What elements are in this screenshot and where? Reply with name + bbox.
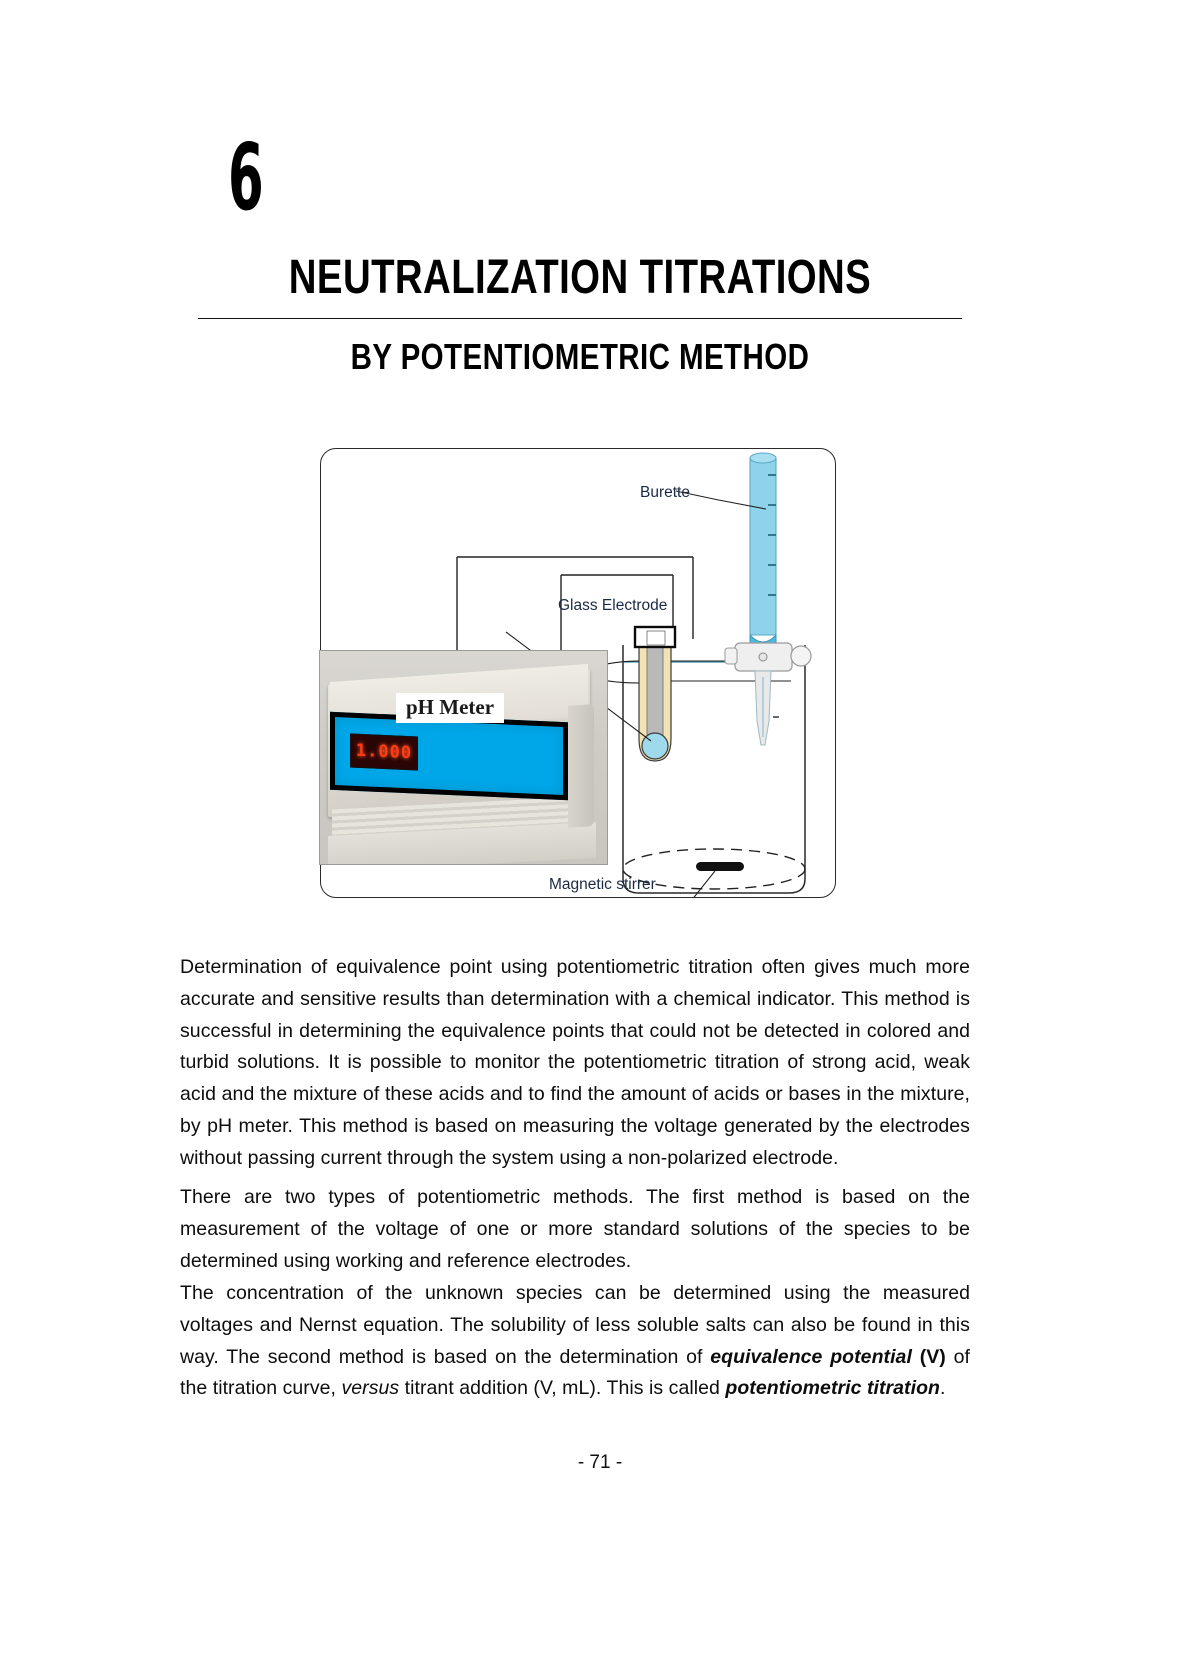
paragraph-3 — [180, 1278, 970, 1405]
page-number: - 71 - — [577, 1452, 623, 1473]
burette-tube — [750, 457, 776, 635]
title-divider — [198, 318, 962, 319]
chapter-number: 6 — [228, 124, 263, 231]
ph-display-value: 1.000 — [355, 740, 413, 764]
term-equivalence-potential: equivalence potential — [710, 1345, 912, 1368]
page-subtitle: BY POTENTIOMETRIC METHOD — [350, 336, 810, 377]
page-title: NEUTRALIZATION TITRATIONS — [288, 251, 872, 304]
stopcock-handle-right — [791, 646, 811, 666]
paragraph-3-segment-3: titrant addition (V, mL). This is called — [399, 1377, 726, 1400]
paragraph-3-segment-1: The concentration of the unknown species can be determined using the measured voltages and Nernst equation. The solubility of less soluble salts can also be found in this way. The second method is based on the determination of — [180, 1282, 970, 1368]
ph-meter-photo — [319, 650, 608, 865]
ph-meter-name-plate: pH Meter — [396, 693, 504, 723]
ph-meter-side-panel — [568, 704, 594, 828]
stir-bar — [696, 862, 744, 871]
figure-label-magnetic-stirrer: Magnetic stirrer — [549, 876, 656, 893]
figure-label-glass-electrode: Glass Electrode — [558, 597, 668, 614]
paragraph-1: Determination of equivalence point using potentiometric titration often gives much more accurate and sensitive results than determination with a chemical indicator. This method is successful in determining the equivalence points that could not be detected in colored and turbid solutions. It is possible to monitor the potentiometric titration of strong acid, weak acid and the mixture of these acids and to find the amount of acids or bases in the mixture, by pH meter. This method is based on measuring the voltage generated by the electrodes without passing current through the system using a non-polarized electrode. — [180, 956, 970, 1169]
burette-top — [750, 453, 776, 463]
term-versus: versus — [341, 1377, 400, 1400]
stopcock-handle-left — [725, 648, 737, 664]
paragraph-3-segment-2: of the titration curve, — [180, 1345, 970, 1400]
term-potentiometric-titration: potentiometric titration — [725, 1377, 940, 1400]
term-volt-symbol: (V) — [919, 1345, 946, 1368]
paragraph-3-segment-4: . — [940, 1377, 946, 1400]
title-block — [198, 250, 962, 306]
paragraph-2: There are two types of potentiometric methods. The first method is based on the measurement of the voltage of one or more standard solutions of the species to be determined using working and reference electrodes. — [180, 1186, 970, 1272]
ph-meter-display — [350, 734, 418, 771]
electrode-inner-rod — [647, 645, 663, 739]
figure-label-burette: Burette — [640, 484, 690, 501]
